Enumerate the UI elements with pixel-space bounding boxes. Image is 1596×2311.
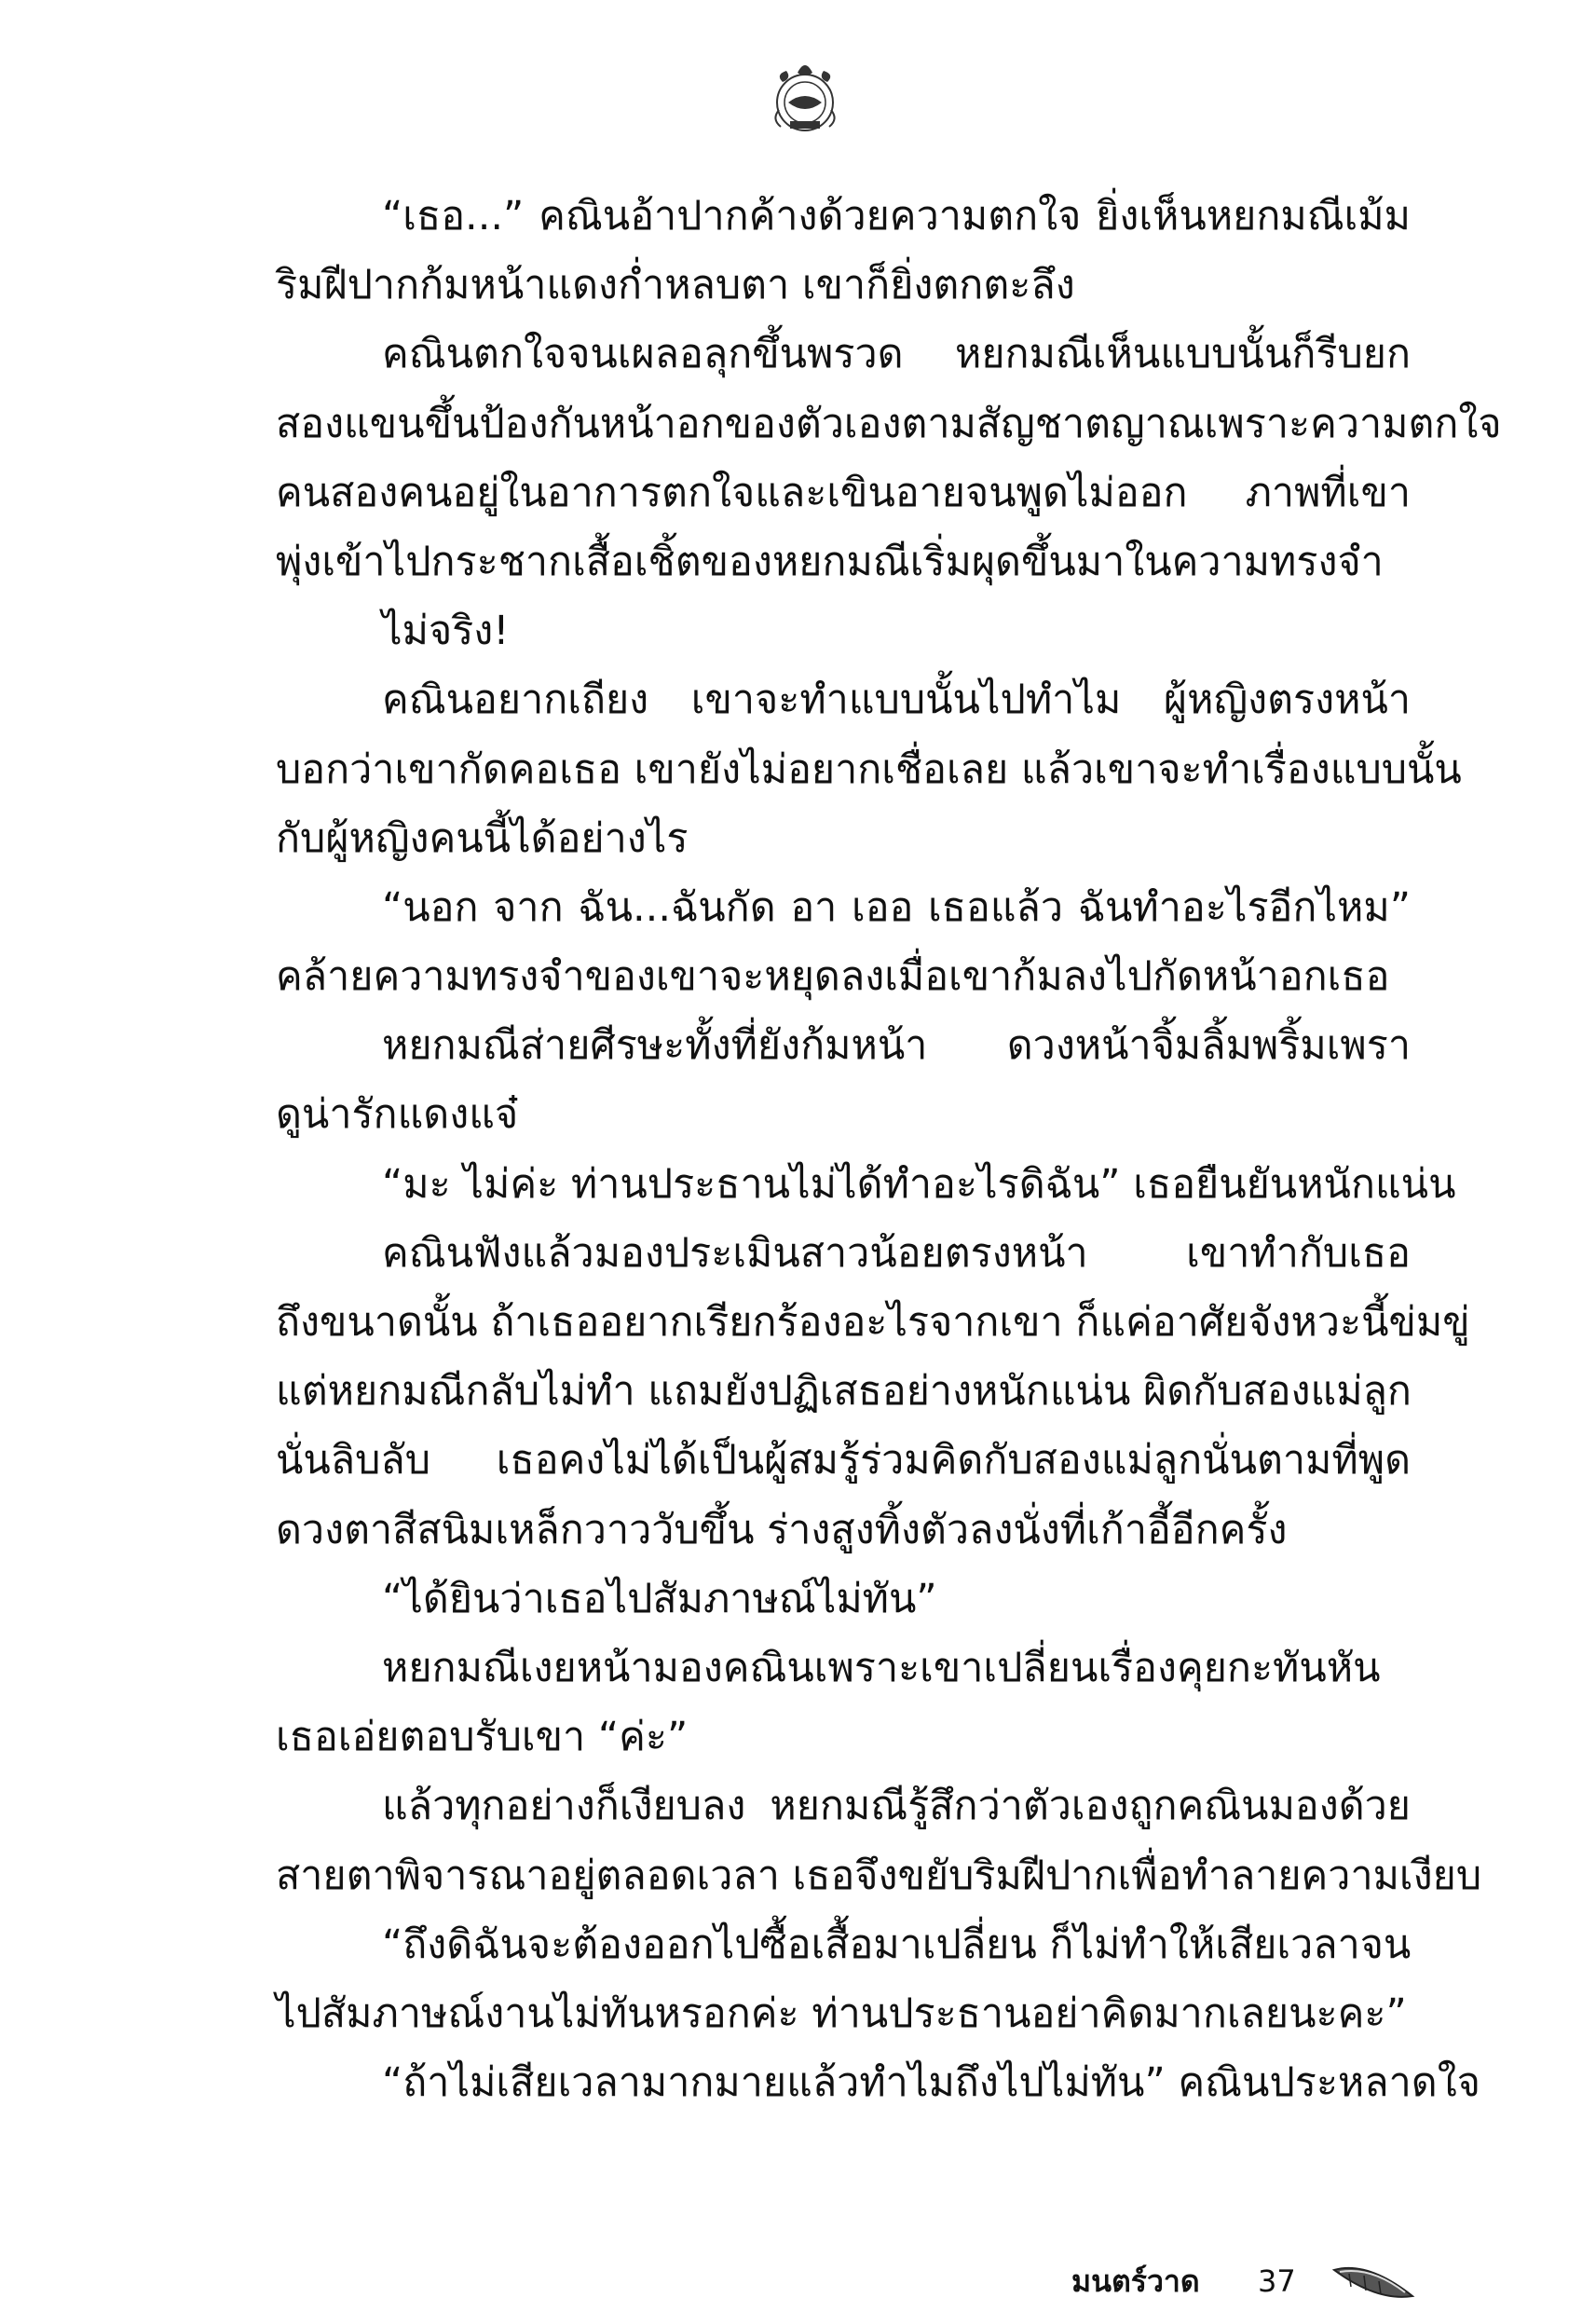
text-line: ริมฝีปากก้มหน้าแดงก่ำหลบตา เขาก็ยิ่งตกตะลึง [276,262,1075,309]
text-line: บอกว่าเขากัดคอเธอ เขายังไม่อยากเชื่อเลย แล้วเขาจะทำเรื่องแบบนั้น [276,745,1462,793]
text-line: พุ่งเข้าไปกระชากเสื้อเชิ้ตของหยกมณีเริ่มผุดขึ้นมาในความทรงจำ [276,538,1384,585]
text-line: คณินฟังแล้วมองประเมินสาวน้อยตรงหน้า เขาทำกับเธอ [382,1229,1411,1277]
text-line: ไปสัมภาษณ์งานไม่ทันหรอกค่ะ ท่านประธานอย่าคิดมากเลยนะคะ” [276,1990,1407,2037]
text-line: “ได้ยินว่าเธอไปสัมภาษณ์ไม่ทัน” [382,1575,937,1622]
text-line: คล้ายความทรงจำของเขาจะหยุดลงเมื่อเขาก้มลงไปกัดหน้าอกเธอ [276,953,1390,1001]
text-line: “มะ ไม่ค่ะ ท่านประธานไม่ได้ทำอะไรดิฉัน” เธอยืนยันหนักแน่น [382,1160,1456,1208]
text-line: “นอก จาก ฉัน...ฉันกัด อา เออ เธอแล้ว ฉันทำอะไรอีกไหม” [382,883,1411,931]
text-line: “ถึงดิฉันจะต้องออกไปซื้อเสื้อมาเปลี่ยน ก็ไม่ทำให้เสียเวลาจน [382,1921,1412,1968]
text-line: แล้วทุกอย่างก็เงียบลง หยกมณีรู้สึกว่าตัวเองถูกคณินมองด้วย [382,1783,1411,1830]
text-line: สายตาพิจารณาอยู่ตลอดเวลา เธอจึงขยับริมฝีปากเพื่อทำลายความเงียบ [276,1852,1482,1899]
text-line: ดวงตาสีสนิมเหล็กวาววับขึ้น ร่างสูงทิ้งตัวลงนั่งที่เก้าอี้อีกครั้ง [276,1506,1288,1553]
text-line: “เธอ...” คณินอ้าปากค้างด้วยความตกใจ ยิ่งเห็นหยกมณีเม้ม [382,193,1411,239]
text-line: ถึงขนาดนั้น ถ้าเธออยากเรียกร้องอะไรจากเขา ก็แค่อาศัยจังหวะนี้ข่มขู่ [276,1299,1470,1346]
body-text [276,182,1502,2117]
text-line: ดูน่ารักแดงแจ๋ [276,1091,519,1139]
text-line: “ถ้าไม่เสียเวลามากมายแล้วทำไมถึงไปไม่ทัน” คณินประหลาดใจ [382,2059,1480,2107]
text-line: นั่นลิบลับ เธอคงไม่ได้เป็นผู้สมรู้ร่วมคิดกับสองแม่ลูกนั่นตามที่พูด [276,1437,1411,1484]
text-line: คณินตกใจจนเผลอลุกขึ้นพรวด หยกมณีเห็นแบบนั้นก็รีบยก [382,331,1411,378]
text-line: ไม่จริง! [382,608,510,655]
book-title: มนตร์วาด [1071,2263,1200,2299]
floral-emblem-icon [770,54,840,138]
page-footer [1071,2255,1463,2311]
text-line: กับผู้หญิงคนนี้ได้อย่างไร [276,814,689,862]
text-line: หยกมณีส่ายศีรษะทั้งที่ยังก้มหน้า ดวงหน้าจิ้มลิ้มพริ้มเพรา [382,1022,1411,1070]
page-number: 37 [1258,2263,1296,2299]
text-line: คนสองคนอยู่ในอาการตกใจและเขินอายจนพูดไม่ออก ภาพที่เขา [276,469,1411,516]
text-line: สองแขนขึ้นป้องกันหน้าอกของตัวเองตามสัญชาตญาณเพราะความตกใจ [276,400,1502,447]
text-line: เธอเอ่ยตอบรับเขา “ค่ะ” [276,1714,689,1761]
text-line: แต่หยกมณีกลับไม่ทำ แถมยังปฏิเสธอย่างหนักแน่น ผิดกับสองแม่ลูก [276,1368,1412,1415]
boat-icon [1330,2255,1416,2307]
text-line: คณินอยากเถียง เขาจะทำแบบนั้นไปทำไม ผู้หญิงตรงหน้า [382,677,1411,724]
text-line: หยกมณีเงยหน้ามองคณินเพราะเขาเปลี่ยนเรื่องคุยกะทันหัน [382,1644,1381,1691]
